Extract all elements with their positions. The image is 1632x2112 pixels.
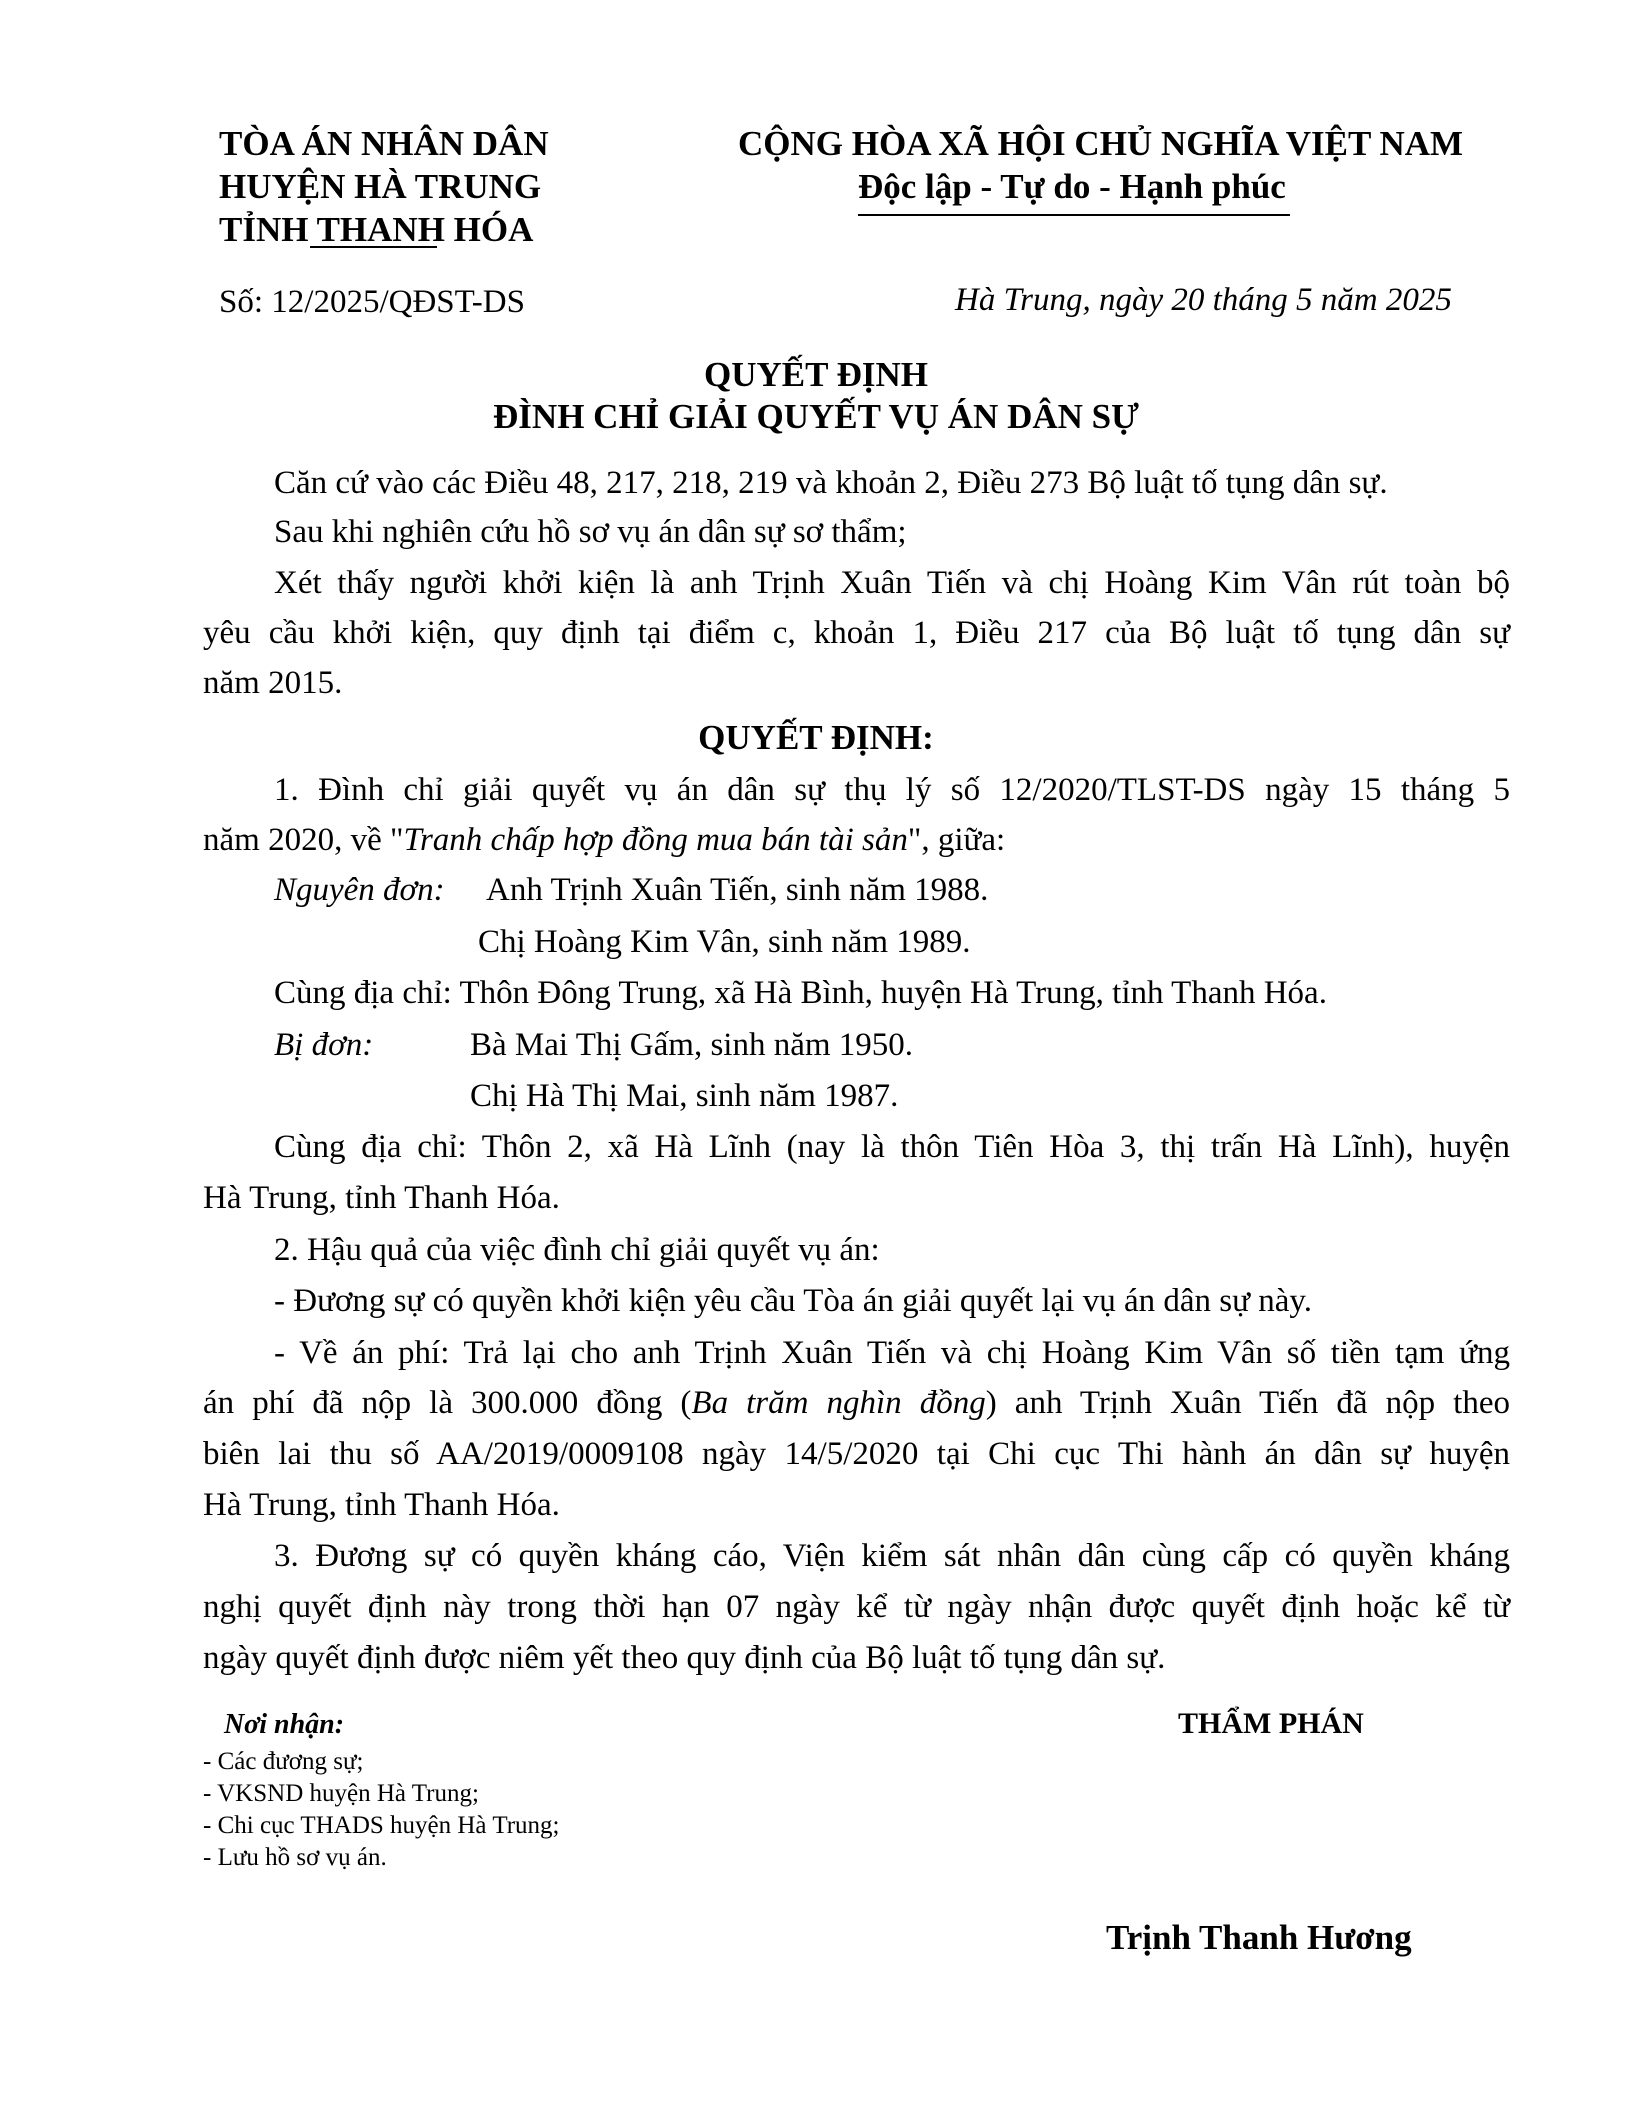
item2-bullet1: - Đương sự có quyền khởi kiện yêu cầu Tòa án giải quyết lại vụ án dân sự này. — [274, 1283, 1312, 1319]
plaintiff-label: Nguyên đơn: — [274, 872, 445, 908]
recipient-item: - Chi cục THADS huyện Hà Trung; — [203, 1812, 560, 1839]
signer-name: Trịnh Thanh Hương — [1106, 1918, 1412, 1957]
item1-line1: 1. Đình chỉ giải quyết vụ án dân sự thụ lý số 12/2020/TLST-DS ngày 15 tháng 5 — [274, 772, 1510, 808]
item2-bullet2-line4: Hà Trung, tỉnh Thanh Hóa. — [203, 1487, 560, 1523]
finding-line3: năm 2015. — [203, 665, 343, 701]
item3-line3: ngày quyết định được niêm yết theo quy định của Bộ luật tố tụng dân sự. — [203, 1640, 1166, 1676]
item2-bullet2-line2: án phí đã nộp là 300.000 đồng (Ba trăm nghìn đồng) anh Trịnh Xuân Tiến đã nộp theo — [203, 1385, 1510, 1421]
recipient-item: - VKSND huyện Hà Trung; — [203, 1780, 479, 1807]
recipient-item: - Các đương sự; — [203, 1748, 364, 1775]
recipient-item: - Lưu hồ sơ vụ án. — [203, 1844, 387, 1871]
motto-underline — [858, 214, 1290, 216]
legal-basis: Căn cứ vào các Điều 48, 217, 218, 219 và khoản 2, Điều 273 Bộ luật tố tụng dân sự. — [274, 465, 1388, 501]
court-name-line2: HUYỆN HÀ TRUNG — [219, 167, 542, 206]
finding-line2: yêu cầu khởi kiện, quy định tại điểm c, khoản 1, Điều 217 của Bộ luật tố tụng dân sự — [203, 615, 1510, 651]
item2-bullet2-line1: - Về án phí: Trả lại cho anh Trịnh Xuân Tiến và chị Hoàng Kim Vân số tiền tạm ứng — [274, 1335, 1510, 1371]
item1-line2: năm 2020, về "Tranh chấp hợp đồng mua bán tài sản", giữa: — [203, 822, 1006, 858]
item2-bullet2-line3: biên lai thu số AA/2019/0009108 ngày 14/5/2020 tại Chi cục Thi hành án dân sự huyện — [203, 1436, 1510, 1472]
review-note: Sau khi nghiên cứu hồ sơ vụ án dân sự sơ thẩm; — [274, 514, 907, 550]
plaintiff-address: Cùng địa chỉ: Thôn Đông Trung, xã Hà Bình, huyện Hà Trung, tỉnh Thanh Hóa. — [274, 975, 1327, 1011]
signer-title: THẨM PHÁN — [1178, 1707, 1364, 1740]
item2-heading: 2. Hậu quả của việc đình chỉ giải quyết vụ án: — [274, 1232, 880, 1268]
document-subtitle: ĐÌNH CHỈ GIẢI QUYẾT VỤ ÁN DÂN SỰ — [493, 397, 1139, 436]
court-name-underline — [310, 246, 437, 248]
document-number: Số: 12/2025/QĐST-DS — [219, 284, 525, 320]
decision-heading: QUYẾT ĐỊNH: — [698, 718, 934, 757]
plaintiff-1: Anh Trịnh Xuân Tiến, sinh năm 1988. — [486, 872, 989, 908]
defendant-2: Chị Hà Thị Mai, sinh năm 1987. — [470, 1078, 899, 1114]
document-title: QUYẾT ĐỊNH — [704, 355, 928, 394]
plaintiff-2: Chị Hoàng Kim Vân, sinh năm 1989. — [478, 924, 971, 960]
defendant-address-line1: Cùng địa chỉ: Thôn 2, xã Hà Lĩnh (nay là thôn Tiên Hòa 3, thị trấn Hà Lĩnh), huyện — [274, 1129, 1510, 1165]
court-name-line3: TỈNH THANH HÓA — [219, 210, 534, 249]
defendant-1: Bà Mai Thị Gấm, sinh năm 1950. — [470, 1027, 914, 1063]
case-type: Tranh chấp hợp đồng mua bán tài sản — [403, 822, 908, 858]
national-title: CỘNG HÒA XÃ HỘI CHỦ NGHĨA VIỆT NAM — [738, 124, 1464, 163]
finding-line1: Xét thấy người khởi kiện là anh Trịnh Xuân Tiến và chị Hoàng Kim Vân rút toàn bộ — [274, 565, 1510, 601]
item3-line1: 3. Đương sự có quyền kháng cáo, Viện kiểm sát nhân dân cùng cấp có quyền kháng — [274, 1538, 1510, 1574]
defendant-address-line2: Hà Trung, tỉnh Thanh Hóa. — [203, 1180, 560, 1216]
recipients-heading: Nơi nhận: — [224, 1709, 345, 1740]
item3-line2: nghị quyết định này trong thời hạn 07 ngày kể từ ngày nhận được quyết định hoặc kể từ — [203, 1589, 1510, 1625]
national-motto: Độc lập - Tự do - Hạnh phúc — [858, 167, 1286, 206]
fee-in-words: Ba trăm nghìn đồng — [691, 1385, 986, 1421]
place-date: Hà Trung, ngày 20 tháng 5 năm 2025 — [955, 282, 1452, 318]
defendant-label: Bị đơn: — [274, 1027, 374, 1063]
court-name-line1: TÒA ÁN NHÂN DÂN — [219, 124, 549, 163]
